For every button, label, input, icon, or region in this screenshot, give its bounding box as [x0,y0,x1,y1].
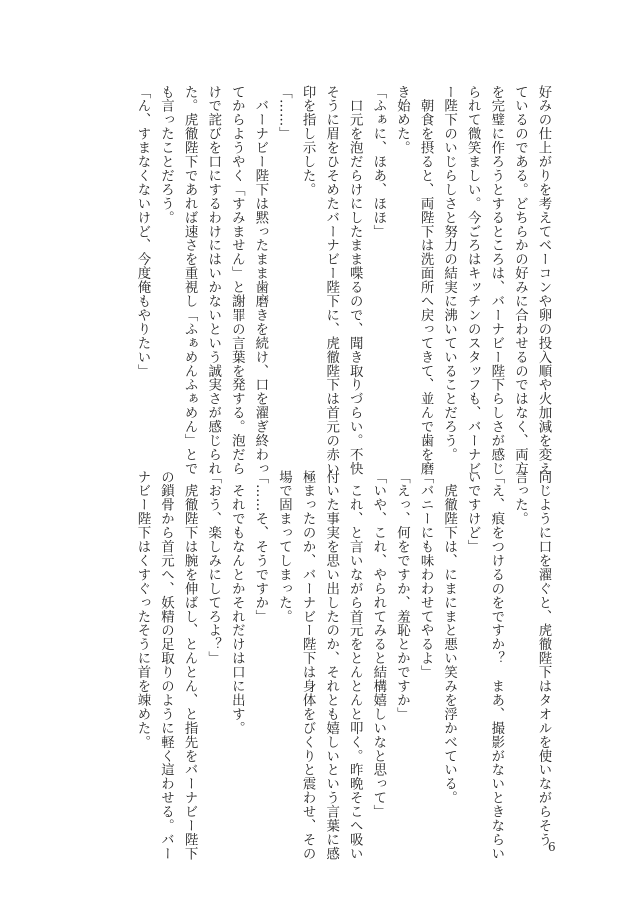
text-line: 「……」 [276,85,292,141]
text-line: 付いた事実を思い出したのか、それとも嬉しいという言葉に感 [323,470,339,861]
text-block-lower [130,470,555,861]
text-line: も言ったことだろう。 [158,85,174,225]
text-line: けで詫びを口にするわけにはいかないという誠実さが感じられ [205,85,221,476]
text-line: これ、と言いながら首元をとんとんと叩く。昨晩そこへ吸い [347,470,363,861]
text-line: き始めた。 [394,85,410,155]
text-line: バーナビー陛下は黙ったまま歯磨きを続け、口を濯ぎ終わっ [252,85,268,476]
text-line: 虎徹陛下は、にまにまと悪い笑みを浮かべている。 [441,470,457,805]
text-line: 好みの仕上がりを考えてベーコンや卵の投入順や火加減を変え [536,85,551,476]
text-line: 極まったのか、バーナビー陛下は身体をびくりと震わせ、その [300,470,316,861]
text-line: の鎖骨から首元へ、妖精の足取りのように軽く這わせる。バー [158,470,174,861]
text-line: 場で固まってしまった。 [276,470,292,624]
text-line: 「……そ、そうですか」 [252,470,268,624]
text-line: 「え、痕をつけるのをですか？ まあ、撮影がないときならい [488,470,504,861]
text-line: 言った。 [512,470,528,526]
text-line: 「いや、これ、やられてみると結構嬉しいなと思って」 [370,470,386,819]
text-line: 虎徹陛下は腕を伸ばし、とんとん、と指先をバーナビー陛下 [182,470,198,861]
text-line: 口元を泡だらけにしたまま喋るので、聞き取りづらい。不快 [347,85,363,476]
text-line: 「ふぁに、ほあ、ほほ」 [370,85,386,239]
text-line: それでもなんとかそれだけは口に出す。 [229,470,245,736]
text-line: を完璧に作ろうとするところは、バーナビー陛下らしさが感じ [488,85,504,476]
text-line: 「えっ、何をですか、羞恥とかですか」 [394,470,410,722]
text-line: 同じように口を濯ぐと、虎徹陛下はタオルを使いながらそう [536,470,551,847]
text-line: ナビー陛下はくすぐったそうに首を竦めた。 [134,470,150,749]
text-line: てからようやく「すみません」と謝罪の言葉を発する。泡だら [229,85,245,476]
text-line: 「ん、すまなくないけど、今度俺もやりたい」 [134,85,150,378]
text-line: ー陛下のいじらしさと努力の結実に沸いていることだろう。 [441,85,457,462]
text-line: そうに眉をひそめたバーナビー陛下に、虎徹陛下は首元の赤い [323,85,339,476]
text-line: ているのである。どちらかの好みに合わせるのではなく、両方 [512,85,528,476]
text-line: られて微笑ましい。今ごろはキッチンのスタッフも、バーナビ [465,85,481,476]
text-block-upper [130,85,555,476]
text-line: 印を指し示した。 [300,85,316,197]
text-line: いですけど」 [465,470,481,554]
text-line: 朝食を摂ると、両陛下は洗面所へ戻ってきて、並んで歯を磨 [418,85,434,476]
text-line: 「バニーにも味わわせてやるよ」 [418,470,434,680]
text-line: 「おう、楽しみにしてろよ？」 [205,470,221,666]
text-line: た。虎徹陛下であれば速さを重視し「ふぁめんふぁめん」とで [182,85,198,476]
page-number: 6 [548,840,556,854]
